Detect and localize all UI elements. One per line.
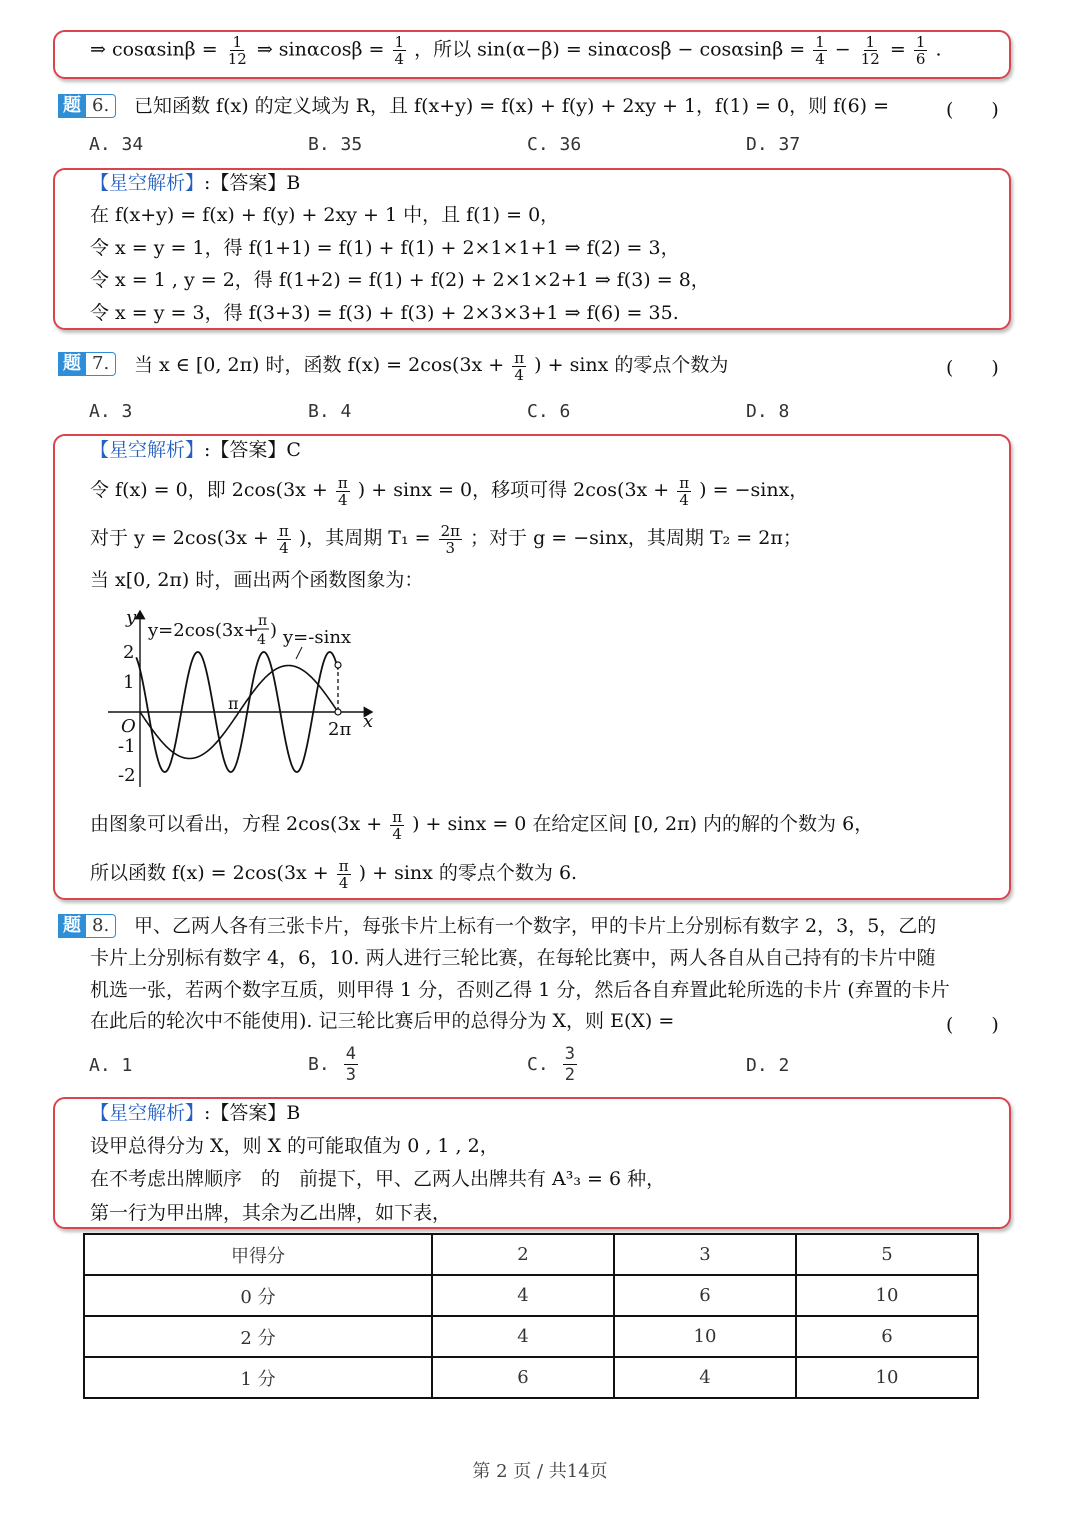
fraction: $\frac{\pi}{4}$ [514,348,525,384]
fraction: $\frac{2\pi}{3}$ [440,521,460,557]
table-cell: 6 [432,1357,614,1398]
question-8-tag: 题 8. [58,914,116,938]
table-row [84,1234,978,1275]
table-cell: 4 [432,1316,614,1357]
solution-line: 令 x = y = 1，得 f(1+1) = f(1) + f(1) + 2×1×1+1 ⇒ f(2) = 3， [90,237,680,259]
option-a: A. 3 [89,401,133,422]
two-pi-label: 2π [328,719,352,740]
fraction: $\frac{1}{6}$ [915,33,926,68]
solution-line: 设甲总得分为 X，则 X 的可能取值为 0 , 1 , 2， [90,1135,499,1157]
option-b: B. $\frac{4}{3}$ [308,1044,356,1085]
solution-line: 由图象可以看出，方程 2cos(3x + $\frac{\pi}{4}$ ) + sinx = 0 在给定区间 [0, 2π) 内的解的个数为 6， [90,807,874,843]
table-cell: 4 [432,1275,614,1316]
option-d: D. 2 [746,1055,790,1076]
y-axis-label: y [126,607,137,628]
answer-paren: ( ) [946,1014,999,1036]
table-cell: 0 分 [84,1275,432,1316]
answer-paren: ( ) [946,99,999,121]
option-d: D. 37 [746,134,801,155]
curve-label-sin: y=-sinx [283,627,352,648]
table-cell: 3 [614,1234,796,1275]
solution-line: 在 f(x+y) = f(x) + f(y) + 2xy + 1 中，且 f(1) = 0， [90,204,560,226]
curve-label-cos-close: ) [270,620,278,641]
fraction: $\frac{1}{12}$ [227,33,247,68]
fraction: $\frac{\pi}{4}$ [337,473,348,509]
question-6-tag: 题 6. [58,94,116,118]
question-7-tag: 题 7. [58,352,116,376]
tick-label: -1 [118,736,136,757]
answer-paren: ( ) [946,357,999,379]
question-8-stem: 在此后的轮次中不能使用). 记三轮比赛后甲的总得分为 X，则 E(X) = [90,1010,675,1032]
fraction: $\frac{\pi}{4}$ [278,521,289,557]
tick-label: -2 [118,765,136,786]
page-footer: 第 2 页 / 共14页 [472,1461,608,1482]
question-8-stem: 甲、乙两人各有三张卡片，每张卡片上标有一个数字，甲的卡片上分别标有数字 2，3，5，乙的 [134,915,937,937]
option-b: B. 35 [308,134,363,155]
solution-line: 当 x[0, 2π) 时，画出两个函数图象为： [90,569,424,591]
solution-line: 对于 y = 2cos(3x + $\frac{\pi}{4}$ )，其周期 T₁ = $\frac{2\pi}{3}$ ；对于 g = −sinx，其周期 T₂ = 2π； [90,521,802,557]
option-d: D. 8 [746,401,790,422]
fraction: $\frac{\pi}{4}$ [679,473,690,509]
solution-line: 令 x = y = 3，得 f(3+3) = f(3) + f(3) + 2×3×3+1 ⇒ f(6) = 35. [90,302,679,324]
fraction: $\frac{4}{3}$ [345,1044,356,1085]
fraction-den: 4 [257,632,266,648]
fraction: $\frac{1}{12}$ [860,33,880,68]
option-c: C. 36 [527,134,582,155]
table-cell: 5 [796,1234,978,1275]
solution-line: 所以函数 f(x) = 2cos(3x + $\frac{\pi}{4}$ ) + sinx 的零点个数为 6. [90,856,578,892]
table-cell: 10 [796,1357,978,1398]
table-cell: 6 [796,1316,978,1357]
solution-line: 第一行为甲出牌，其余为乙出牌，如下表， [90,1202,452,1224]
fraction-num: π [258,613,268,629]
table-cell: 6 [614,1275,796,1316]
fraction: $\frac{1}{4}$ [815,33,825,68]
pi-label: π [228,694,239,713]
card-table [83,1233,979,1399]
solution-line: 在不考虑出牌顺序 的 前提下，甲、乙两人出牌共有 A³₃ = 6 种， [90,1168,666,1190]
table-cell: 10 [796,1275,978,1316]
question-8-stem: 卡片上分别标有数字 4，6，10. 两人进行三轮比赛，在每轮比赛中，两人各自从自己持有的卡片中随 [90,947,936,969]
tick-label: 2 [123,642,135,663]
fraction: $\frac{1}{4}$ [394,33,405,68]
table-cell: 4 [614,1357,796,1398]
table-cell: 1 分 [84,1357,432,1398]
solution-line: 令 x = 1 , y = 2，得 f(1+2) = f(1) + f(2) + 2×1×2+1 ⇒ f(3) = 8， [90,269,710,291]
table-cell: 2 分 [84,1316,432,1357]
fraction: $\frac{3}{2}$ [564,1044,575,1085]
origin-label: O [121,716,136,737]
endpoint-marker [335,662,341,668]
option-a: A. 34 [89,134,144,155]
prev-solution-line: ⇒ cosαsinβ = $\frac{1}{12}$ ⇒ sinαcosβ = $\frac{1}{4}$ ，所以 sin(α−β) = sinαcosβ − cosαsinβ = $\frac{1}{4}$ − $\frac{1}{12}$ = $\frac{1}{6}$ . [90,33,942,68]
x-axis-label: x [363,711,374,732]
option-b: B. 4 [308,401,352,422]
fraction: $\frac{\pi}{4}$ [338,856,349,892]
question-6-stem: 已知函数 f(x) 的定义域为 R，且 f(x+y) = f(x) + f(y) + 2xy + 1，f(1) = 0，则 f(6) = [134,95,890,117]
solution-header: 【星空解析】:【答案】B [90,1102,301,1124]
function-graph [100,605,390,795]
endpoint-marker [335,709,341,715]
option-c: C. $\frac{3}{2}$ [527,1044,575,1085]
table-cell: 2 [432,1234,614,1275]
option-c: C. 6 [527,401,571,422]
solution-header: 【星空解析】:【答案】B [90,172,301,194]
solution-line: 令 f(x) = 0，即 2cos(3x + $\frac{\pi}{4}$ ) + sinx = 0，移项可得 2cos(3x + $\frac{\pi}{4}$ ) = −sinx， [90,473,809,509]
fraction: $\frac{\pi}{4}$ [392,807,403,843]
question-7-stem: 当 x ∈ [0, 2π) 时，函数 f(x) = 2cos(3x + $\frac{\pi}{4}$ ) + sinx 的零点个数为 [134,348,729,384]
table-row [84,1275,978,1316]
table-cell: 10 [614,1316,796,1357]
table-row [84,1357,978,1398]
label-pointer [296,647,302,659]
solution-header: 【星空解析】:【答案】C [90,439,301,461]
question-8-stem: 机选一张，若两个数字互质，则甲得 1 分，否则乙得 1 分，然后各自弃置此轮所选的卡片 (弃置的卡片 [90,979,950,1001]
option-a: A. 1 [89,1055,133,1076]
curve-label-cos: y=2cos(3x+ [148,620,259,641]
tick-label: 1 [123,672,135,693]
table-cell: 甲得分 [84,1234,432,1275]
table-row [84,1316,978,1357]
